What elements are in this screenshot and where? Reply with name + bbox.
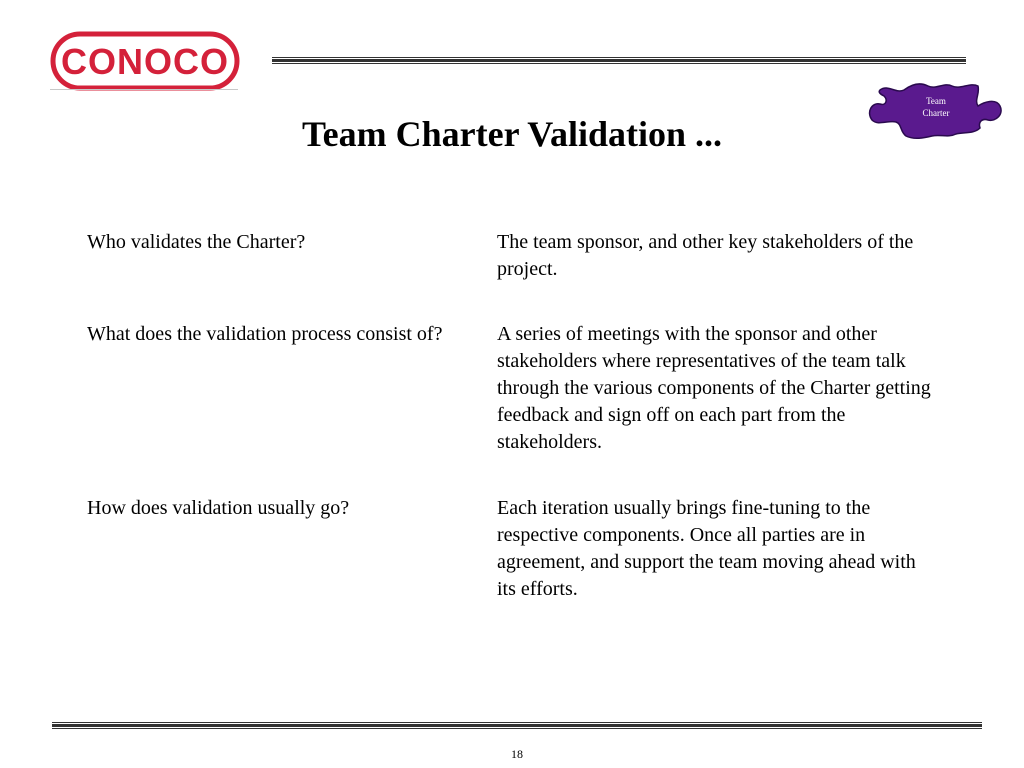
page-number: 18 [511,747,523,761]
question-2: What does the validation process consist of? [87,323,443,345]
badge-line1: Team [926,96,946,106]
answer-1: The team sponsor, and other key stakeholders of the project. [497,231,914,280]
question-1: Who validates the Charter? [87,231,306,253]
badge-line2: Charter [922,108,950,118]
slide-title: Team Charter Validation ... [301,114,723,154]
question-3: How does validation usually go? [87,497,350,519]
answer-3: Each iteration usually brings fine-tuning to the respective components. Once all parties are in agreement, and support the team moving ahead with its efforts. [497,497,916,600]
answer-2: A series of meetings with the sponsor and other stakeholders where representatives of the team talk through the various components of the Charter getting feedback and sign off on each part from the stakeholders. [497,323,931,453]
logo-text: CONOCO [61,41,229,82]
